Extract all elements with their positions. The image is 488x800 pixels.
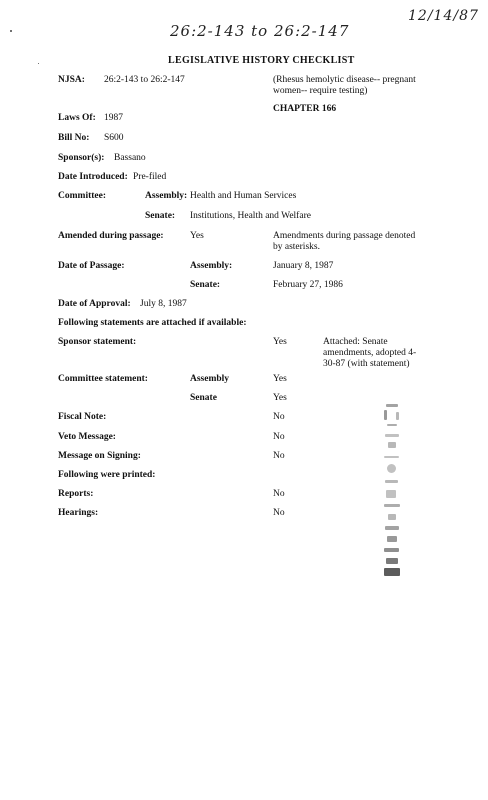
printed-heading: Following were printed:	[58, 470, 156, 480]
sponsor-label: Sponsor(s):	[58, 153, 105, 163]
page-title: LEGISLATIVE HISTORY CHECKLIST	[168, 55, 355, 66]
bill-no-value: S600	[104, 133, 124, 143]
date-introduced-label: Date Introduced:	[58, 172, 128, 182]
handwritten-range: 26:2-143 to 26:2-147	[170, 22, 350, 40]
committee-statement-label: Committee statement:	[58, 374, 148, 384]
attached-heading: Following statements are attached if available:	[58, 318, 247, 328]
scan-speck	[10, 30, 12, 32]
approval-value: July 8, 1987	[140, 299, 187, 309]
sponsor-statement-note-line1: Attached: Senate	[323, 337, 388, 347]
committee-statement-senate-label: Senate	[190, 393, 217, 403]
bill-no-label: Bill No:	[58, 133, 90, 143]
laws-of-value: 1987	[104, 113, 123, 123]
committee-assembly-value: Health and Human Services	[190, 191, 297, 201]
committee-statement-assembly-label: Assembly	[190, 374, 230, 384]
passage-senate-value: February 27, 1986	[273, 280, 343, 290]
sponsor-statement-note-line3: 30-87 (with statement)	[323, 359, 410, 369]
amended-label: Amended during passage:	[58, 231, 164, 241]
message-signing-value: No	[273, 451, 285, 461]
library-stamp	[382, 404, 410, 580]
njsa-description-line2: women-- require testing)	[273, 86, 368, 96]
passage-senate-label: Senate:	[190, 280, 221, 290]
scan-speck	[38, 63, 39, 64]
amended-note-line2: by asterisks.	[273, 242, 320, 252]
veto-message-label: Veto Message:	[58, 432, 116, 442]
reports-value: No	[273, 489, 285, 499]
reports-label: Reports:	[58, 489, 94, 499]
passage-label: Date of Passage:	[58, 261, 125, 271]
sponsor-statement-label: Sponsor statement:	[58, 337, 137, 347]
njsa-label: NJSA:	[58, 75, 85, 85]
committee-label: Committee:	[58, 191, 107, 201]
approval-label: Date of Approval:	[58, 299, 131, 309]
chapter-label: CHAPTER 166	[273, 104, 337, 114]
committee-statement-senate-value: Yes	[273, 393, 287, 403]
fiscal-note-value: No	[273, 412, 285, 422]
committee-statement-assembly-value: Yes	[273, 374, 287, 384]
sponsor-statement-value: Yes	[273, 337, 287, 347]
amended-note-line1: Amendments during passage denoted	[273, 231, 416, 241]
njsa-description-line1: (Rhesus hemolytic disease-- pregnant	[273, 75, 416, 85]
njsa-value: 26:2-143 to 26:2-147	[104, 75, 185, 85]
date-introduced-value: Pre-filed	[133, 172, 167, 182]
hearings-label: Hearings:	[58, 508, 99, 518]
hearings-value: No	[273, 508, 285, 518]
sponsor-statement-note-line2: amendments, adopted 4-	[323, 348, 417, 358]
committee-senate-label: Senate:	[145, 211, 176, 221]
amended-value: Yes	[190, 231, 204, 241]
fiscal-note-label: Fiscal Note:	[58, 412, 107, 422]
handwritten-date: 12/14/87	[408, 8, 479, 24]
sponsor-value: Bassano	[114, 153, 146, 163]
passage-assembly-label: Assembly:	[190, 261, 233, 271]
passage-assembly-value: January 8, 1987	[273, 261, 334, 271]
committee-assembly-label: Assembly:	[145, 191, 188, 201]
message-signing-label: Message on Signing:	[58, 451, 141, 461]
laws-of-label: Laws Of:	[58, 113, 96, 123]
committee-senate-value: Institutions, Health and Welfare	[190, 211, 311, 221]
veto-message-value: No	[273, 432, 285, 442]
